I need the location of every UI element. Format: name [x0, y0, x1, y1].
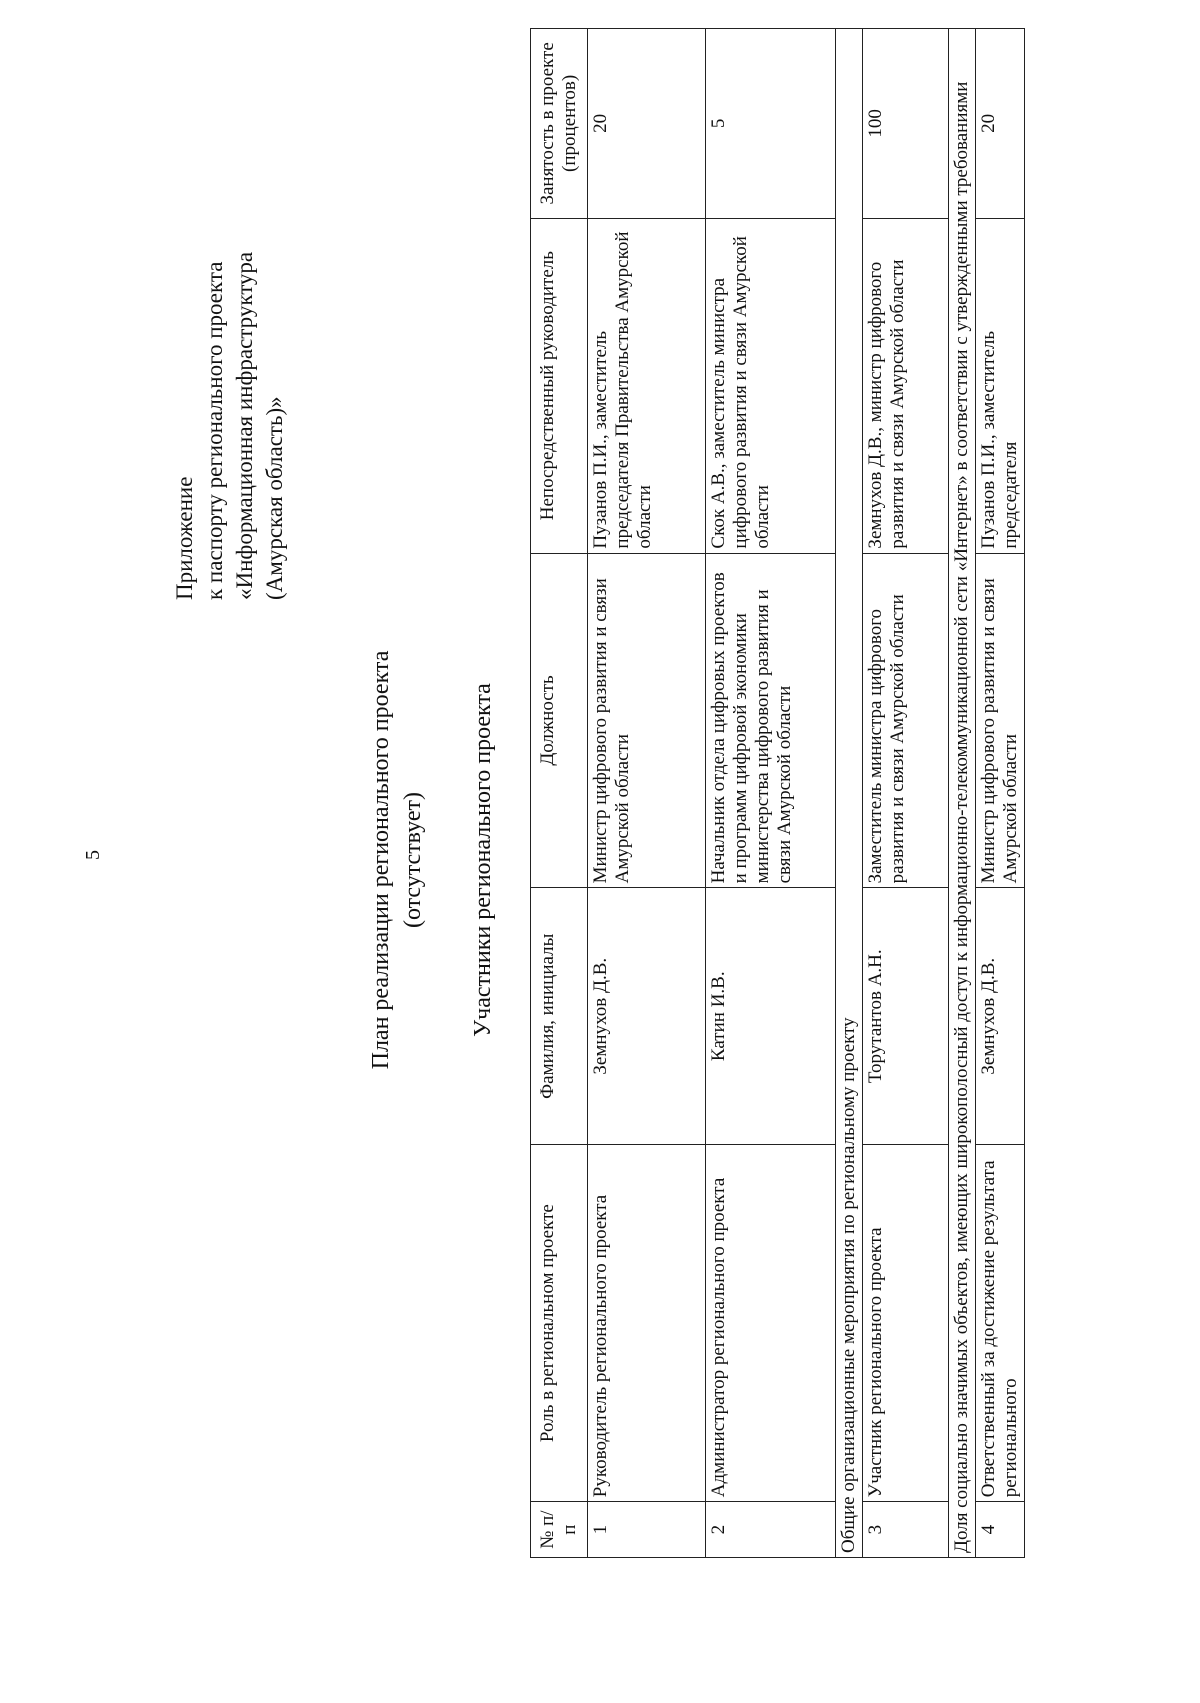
plan-title: План реализации регионального проекта: [368, 650, 394, 1070]
appendix-line: (Амурская область)»: [262, 396, 287, 600]
cell-supervisor: Пузанов П.И., заместитель председателя: [976, 218, 1025, 553]
cell-role: Ответственный за достижение результата регионального: [976, 1145, 1025, 1502]
participants-heading: Участники регионального проекта: [470, 683, 496, 1037]
cell-name: Катин И.В.: [706, 888, 836, 1145]
appendix-line: к паспорту регионального проекта: [202, 261, 227, 600]
page-number: 5: [82, 850, 104, 860]
header-position: Должность: [531, 553, 588, 888]
cell-name: Земнухов Д.В.: [976, 888, 1025, 1145]
header-name: Фамилия, инициалы: [531, 888, 588, 1145]
cell-num: 4: [976, 1502, 1025, 1558]
cell-num: 3: [863, 1502, 949, 1558]
table-row: [976, 29, 1025, 1558]
appendix-note: [170, 252, 290, 600]
cell-position: Начальник отдела цифровых проектов и программ цифровой экономики министерства цифрового развития и связи Амурской области: [706, 553, 836, 888]
section-row: [949, 29, 976, 1558]
table-row: [863, 29, 949, 1558]
header-load: Занятость в проекте (процентов): [531, 29, 588, 219]
cell-supervisor: Земнухов Д.В., министр цифрового развития и связи Амурской области: [863, 218, 949, 553]
appendix-line: «Информационная инфраструктура: [232, 251, 257, 600]
cell-num: 2: [706, 1502, 836, 1558]
participants-table: [530, 28, 1025, 1558]
plan-heading: [365, 550, 429, 1170]
cell-role: Руководитель регионального проекта: [588, 1145, 706, 1502]
cell-role: Участник регионального проекта: [863, 1145, 949, 1502]
rotated-page: [30, 30, 1170, 1670]
cell-position: Министр цифрового развития и связи Амурской области: [976, 553, 1025, 888]
section-row: [836, 29, 863, 1558]
table-header-row: [531, 29, 588, 1558]
table-row: [706, 29, 836, 1558]
cell-position: Министр цифрового развития и связи Амурской области: [588, 553, 706, 888]
cell-load: 5: [706, 29, 836, 219]
section-internet: Доля социально значимых объектов, имеющих широкополосный доступ к информационно-телекоммуникационной сети «Интернет» в соответствии с утвержденными требованиями: [949, 29, 976, 1558]
cell-load: 20: [976, 29, 1025, 219]
header-role: Роль в региональном проекте: [531, 1145, 588, 1502]
table-row: [588, 29, 706, 1558]
cell-supervisor: Скок А.В., заместитель министра цифрового развития и связи Амурской области: [706, 218, 836, 553]
cell-supervisor: Пузанов П.И., заместитель председателя Правительства Амурской области: [588, 218, 706, 553]
header-num: № п/п: [531, 1502, 588, 1558]
cell-name: Торутантов А.Н.: [863, 888, 949, 1145]
cell-load: 100: [863, 29, 949, 219]
section-general: Общие организационные мероприятия по региональному проекту: [836, 29, 863, 1558]
cell-name: Земнухов Д.В.: [588, 888, 706, 1145]
cell-role: Администратор регионального проекта: [706, 1145, 836, 1502]
appendix-line: Приложение: [172, 476, 197, 600]
cell-position: Заместитель министра цифрового развития и связи Амурской области: [863, 553, 949, 888]
cell-load: 20: [588, 29, 706, 219]
header-supervisor: Непосредственный руководитель: [531, 218, 588, 553]
plan-status: (отсутствует): [400, 791, 426, 929]
cell-num: 1: [588, 1502, 706, 1558]
